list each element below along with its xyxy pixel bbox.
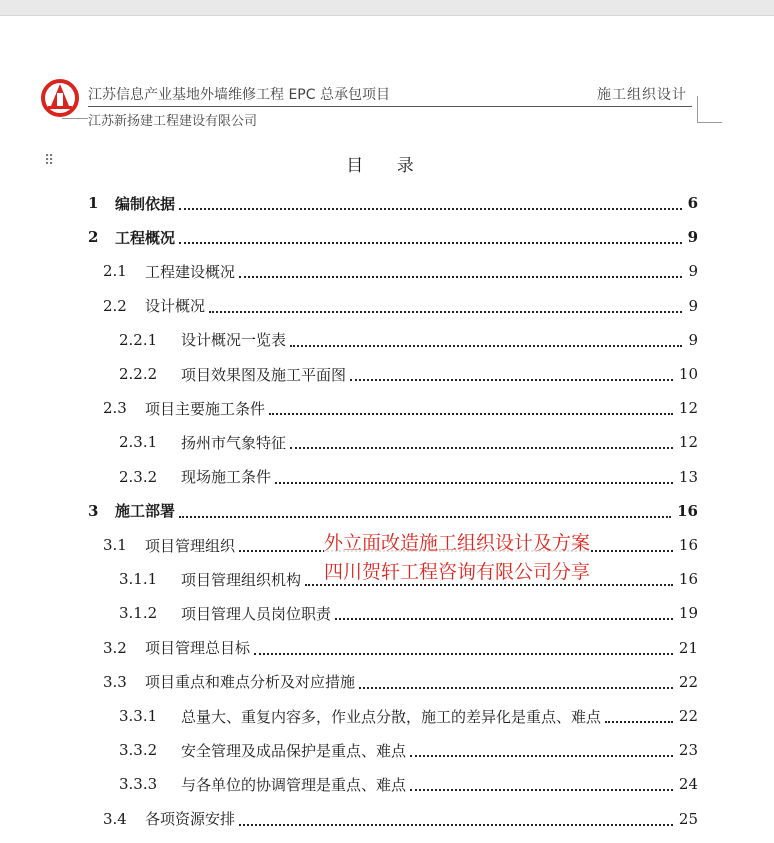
margin-mark-right (697, 96, 722, 123)
toc-leader-dots (305, 584, 673, 586)
toc-leader-dots (269, 413, 673, 415)
drag-handle-icon[interactable]: ⠿ (44, 153, 55, 169)
toc-entry-title: 项目管理组织 (145, 536, 236, 555)
toc-entry-title: 施工部署 (115, 502, 176, 521)
toc-leader-dots (179, 516, 671, 518)
toc-entry[interactable] (0, 391, 774, 425)
toc-entry-page: 9 (688, 262, 698, 281)
toc-entry[interactable] (0, 254, 774, 288)
toc-entry-number: 2.2.2 (119, 365, 158, 383)
toc-entry[interactable] (0, 733, 774, 767)
toc-entry[interactable] (0, 699, 774, 733)
toc-leader-dots (209, 311, 682, 313)
toc-entry[interactable] (0, 494, 774, 528)
toc-entry-title: 扬州市气象特征 (181, 433, 287, 452)
toc-entry[interactable] (0, 631, 774, 665)
toc-entry[interactable] (0, 289, 774, 323)
toc-entry-title: 与各单位的协调管理是重点、难点 (181, 775, 407, 794)
toc-entry-page: 16 (678, 570, 698, 589)
toc-entry-title: 安全管理及成品保护是重点、难点 (181, 741, 407, 760)
toc-entry[interactable] (0, 220, 774, 254)
toc-entry-number: 2.1 (103, 262, 127, 281)
toc-entry-page: 13 (678, 467, 698, 486)
toc-entry-number: 2.3 (103, 399, 127, 418)
toc-entry-page: 22 (678, 707, 698, 725)
watermark-line-2: 四川贺轩工程咨询有限公司分享 (324, 561, 591, 583)
toc-entry-title: 项目管理人员岗位职责 (181, 604, 332, 623)
toc-leader-dots (410, 755, 673, 757)
watermark-line-1: 外立面改造施工组织设计及方案 (324, 532, 591, 554)
toc-entry-number: 3.4 (103, 809, 127, 828)
toc-entry-page: 9 (687, 228, 698, 247)
toc-entry-number: 2 (88, 228, 99, 247)
toc-entry-title: 现场施工条件 (181, 468, 272, 487)
toc-entry-title: 各项资源安排 (145, 810, 236, 829)
toc-entry-title: 设计概况一览表 (181, 331, 287, 350)
toc-entry-page: 12 (678, 433, 698, 452)
toc-leader-dots (179, 208, 682, 210)
toc-entry[interactable] (0, 767, 774, 801)
toc-entry-number: 1 (88, 194, 99, 212)
toc-entry-number: 3.3 (103, 672, 127, 691)
toc-leader-dots (239, 276, 682, 278)
toc-entry-title: 编制依据 (115, 194, 176, 213)
toc-leader-dots (335, 618, 673, 620)
toc-leader-dots (605, 721, 673, 723)
toc-leader-dots (179, 242, 682, 244)
company-name: 江苏新扬建工程建设有限公司 (88, 114, 258, 129)
toc-entry-page: 19 (678, 604, 698, 623)
toc-entry[interactable] (0, 665, 774, 699)
toc-entry-number: 3 (88, 501, 99, 520)
toc-entry-page: 22 (678, 672, 698, 691)
toc-entry-page: 16 (677, 501, 698, 520)
toc-entry-number: 3.1 (103, 536, 127, 554)
toc-entry-title: 总量大、重复内容多，作业点分散，施工的差异化是重点、难点 (181, 707, 602, 726)
project-title: 江苏信息产业基地外墙维修工程 EPC 总承包项目 (88, 87, 390, 103)
toc-entry-number: 3.2 (103, 638, 127, 657)
toc-entry-title: 项目管理总目标 (145, 639, 251, 658)
toc-entry[interactable] (0, 186, 774, 220)
toc-entry-page: 9 (688, 330, 698, 349)
toc-entry-page: 23 (678, 741, 698, 760)
toc-entry-page: 21 (678, 638, 698, 657)
toc-leader-dots (275, 482, 673, 484)
toc-entry-page: 12 (678, 399, 698, 418)
toc-entry-number: 2.2.1 (119, 330, 158, 349)
toc-leader-dots (290, 345, 682, 347)
header-rule (88, 106, 692, 107)
toc-entry-page: 10 (678, 365, 698, 383)
toc-leader-dots (239, 824, 673, 826)
toc-entry-number: 3.1.1 (119, 570, 158, 589)
toc-entry-number: 2.3.2 (119, 467, 158, 486)
toc-entry[interactable] (0, 460, 774, 494)
toc-entry-title: 项目效果图及施工平面图 (181, 365, 347, 384)
toc-entry-title: 项目重点和难点分析及对应措施 (145, 673, 356, 692)
margin-mark-left (62, 118, 88, 119)
toc-entry-number: 2.3.1 (119, 433, 158, 452)
toc-entry-title: 设计概况 (145, 297, 206, 316)
toc-entry-page: 16 (678, 536, 698, 554)
toc-title: 目 录 (346, 156, 428, 176)
toc-entry[interactable] (0, 357, 774, 391)
toc-entry-number: 3.3.2 (119, 741, 158, 760)
toc-entry[interactable] (0, 596, 774, 630)
toc-entry-title: 工程建设概况 (145, 262, 236, 281)
toc-leader-dots (359, 687, 673, 689)
toc-entry-number: 3.3.3 (119, 775, 158, 794)
toc-entry[interactable] (0, 802, 774, 836)
toc-entry-title: 项目主要施工条件 (145, 399, 266, 418)
toc-entry-title: 项目管理组织机构 (181, 570, 302, 589)
toc-leader-dots (254, 653, 673, 655)
toc-entry-number: 2.2 (103, 296, 127, 315)
toc-entry-title: 工程概况 (115, 228, 176, 247)
toc-entry-page: 9 (688, 296, 698, 315)
toc-entry-page: 6 (687, 194, 698, 212)
document-type: 施工组织设计 (597, 87, 687, 103)
toc-entry[interactable] (0, 323, 774, 357)
toc-entry[interactable] (0, 425, 774, 459)
toc-leader-dots (350, 379, 673, 381)
toc-leader-dots (290, 447, 673, 449)
toc-entry-number: 3.3.1 (119, 707, 158, 725)
company-logo-icon (40, 76, 80, 118)
page-header (0, 0, 774, 130)
toc-leader-dots (410, 789, 673, 791)
toc-entry-page: 24 (678, 775, 698, 794)
toc-entry-number: 3.1.2 (119, 604, 158, 623)
toc-entry-page: 25 (678, 809, 698, 828)
